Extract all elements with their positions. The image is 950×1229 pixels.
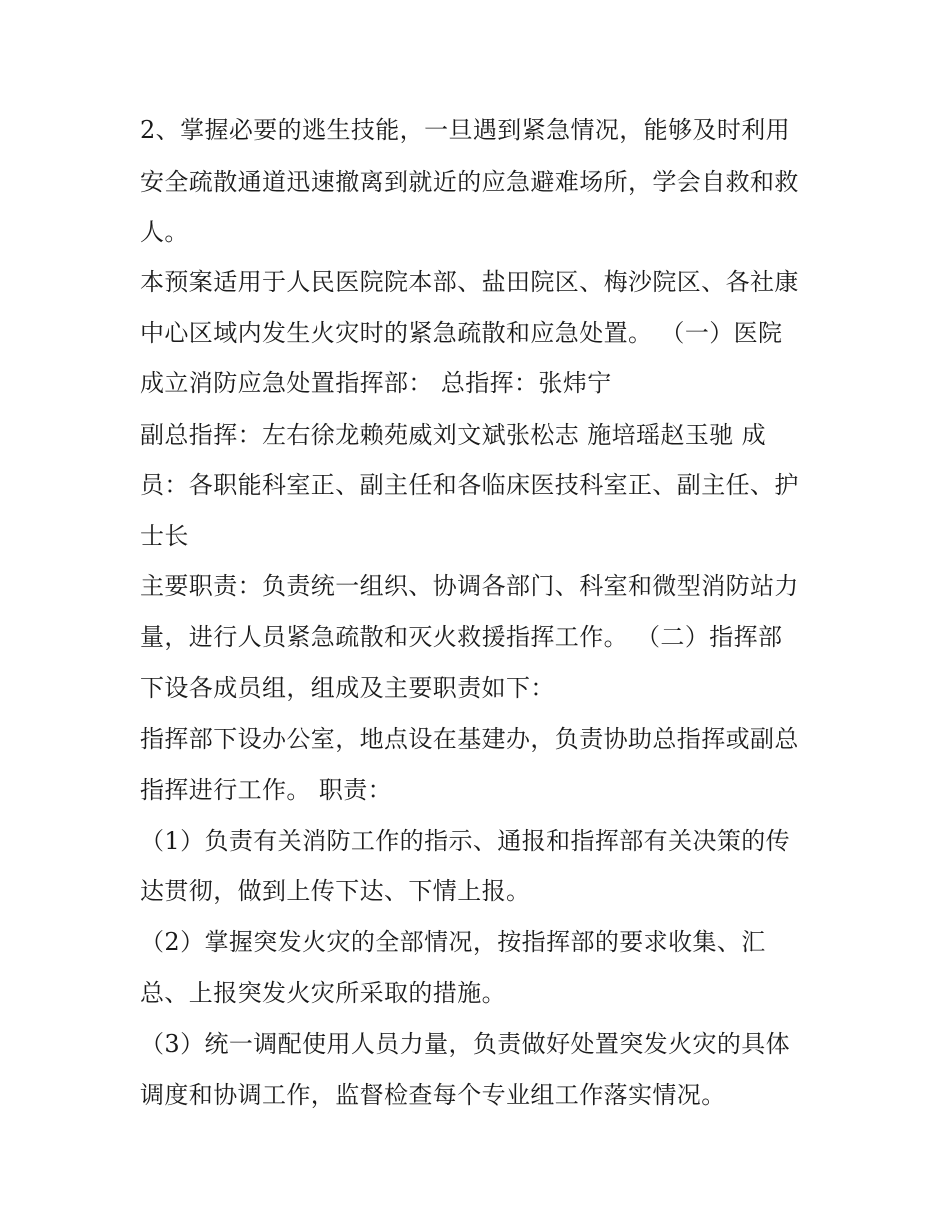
text-line: 副总指挥：左右徐龙赖苑威刘文斌张松志 施培瑶赵玉驰 成 (140, 421, 767, 449)
text-line: （3）统一调配使用人员力量，负责做好处置突发火灾的具体 (140, 1030, 791, 1058)
text-line: （1）负责有关消防工作的指示、通报和指挥部有关决策的传 (140, 827, 791, 855)
text-line: 成立消防应急处置指挥部： 总指挥：张炜宁 (140, 369, 612, 397)
text-line: 人。 (140, 218, 189, 246)
text-line: 总、上报突发火灾所采取的措施。 (140, 979, 506, 1007)
text-line: 本预案适用于人民医院院本部、盐田院区、梅沙院区、各社康 (140, 268, 799, 296)
text-line: 指挥进行工作。 职责： (140, 776, 393, 804)
text-line: （2）掌握突发火灾的全部情况，按指挥部的要求收集、汇 (140, 928, 766, 956)
text-line: 2、掌握必要的逃生技能，一旦遇到紧急情况，能够及时利用 (140, 116, 791, 144)
text-line: 指挥部下设办公室，地点设在基建办，负责协助总指挥或副总 (140, 725, 799, 753)
text-line: 下设各成员组，组成及主要职责如下： (140, 674, 555, 702)
text-line: 士长 (140, 522, 189, 550)
text-line: 安全疏散通道迅速撤离到就近的应急避难场所，学会自救和救 (140, 168, 799, 196)
text-line: 主要职责：负责统一组织、协调各部门、科室和微型消防站力 (140, 572, 799, 600)
text-line: 达贯彻，做到上传下达、下情上报。 (140, 877, 531, 905)
text-line: 调度和协调工作，监督检查每个专业组工作落实情况。 (140, 1081, 726, 1109)
text-line: 员：各职能科室正、副主任和各临床医技科室正、副主任、护 (140, 471, 799, 499)
text-line: 量，进行人员紧急疏散和灭火救援指挥工作。 （二）指挥部 (140, 623, 783, 651)
text-line: 中心区域内发生火灾时的紧急疏散和应急处置。 （一）医院 (140, 319, 783, 347)
